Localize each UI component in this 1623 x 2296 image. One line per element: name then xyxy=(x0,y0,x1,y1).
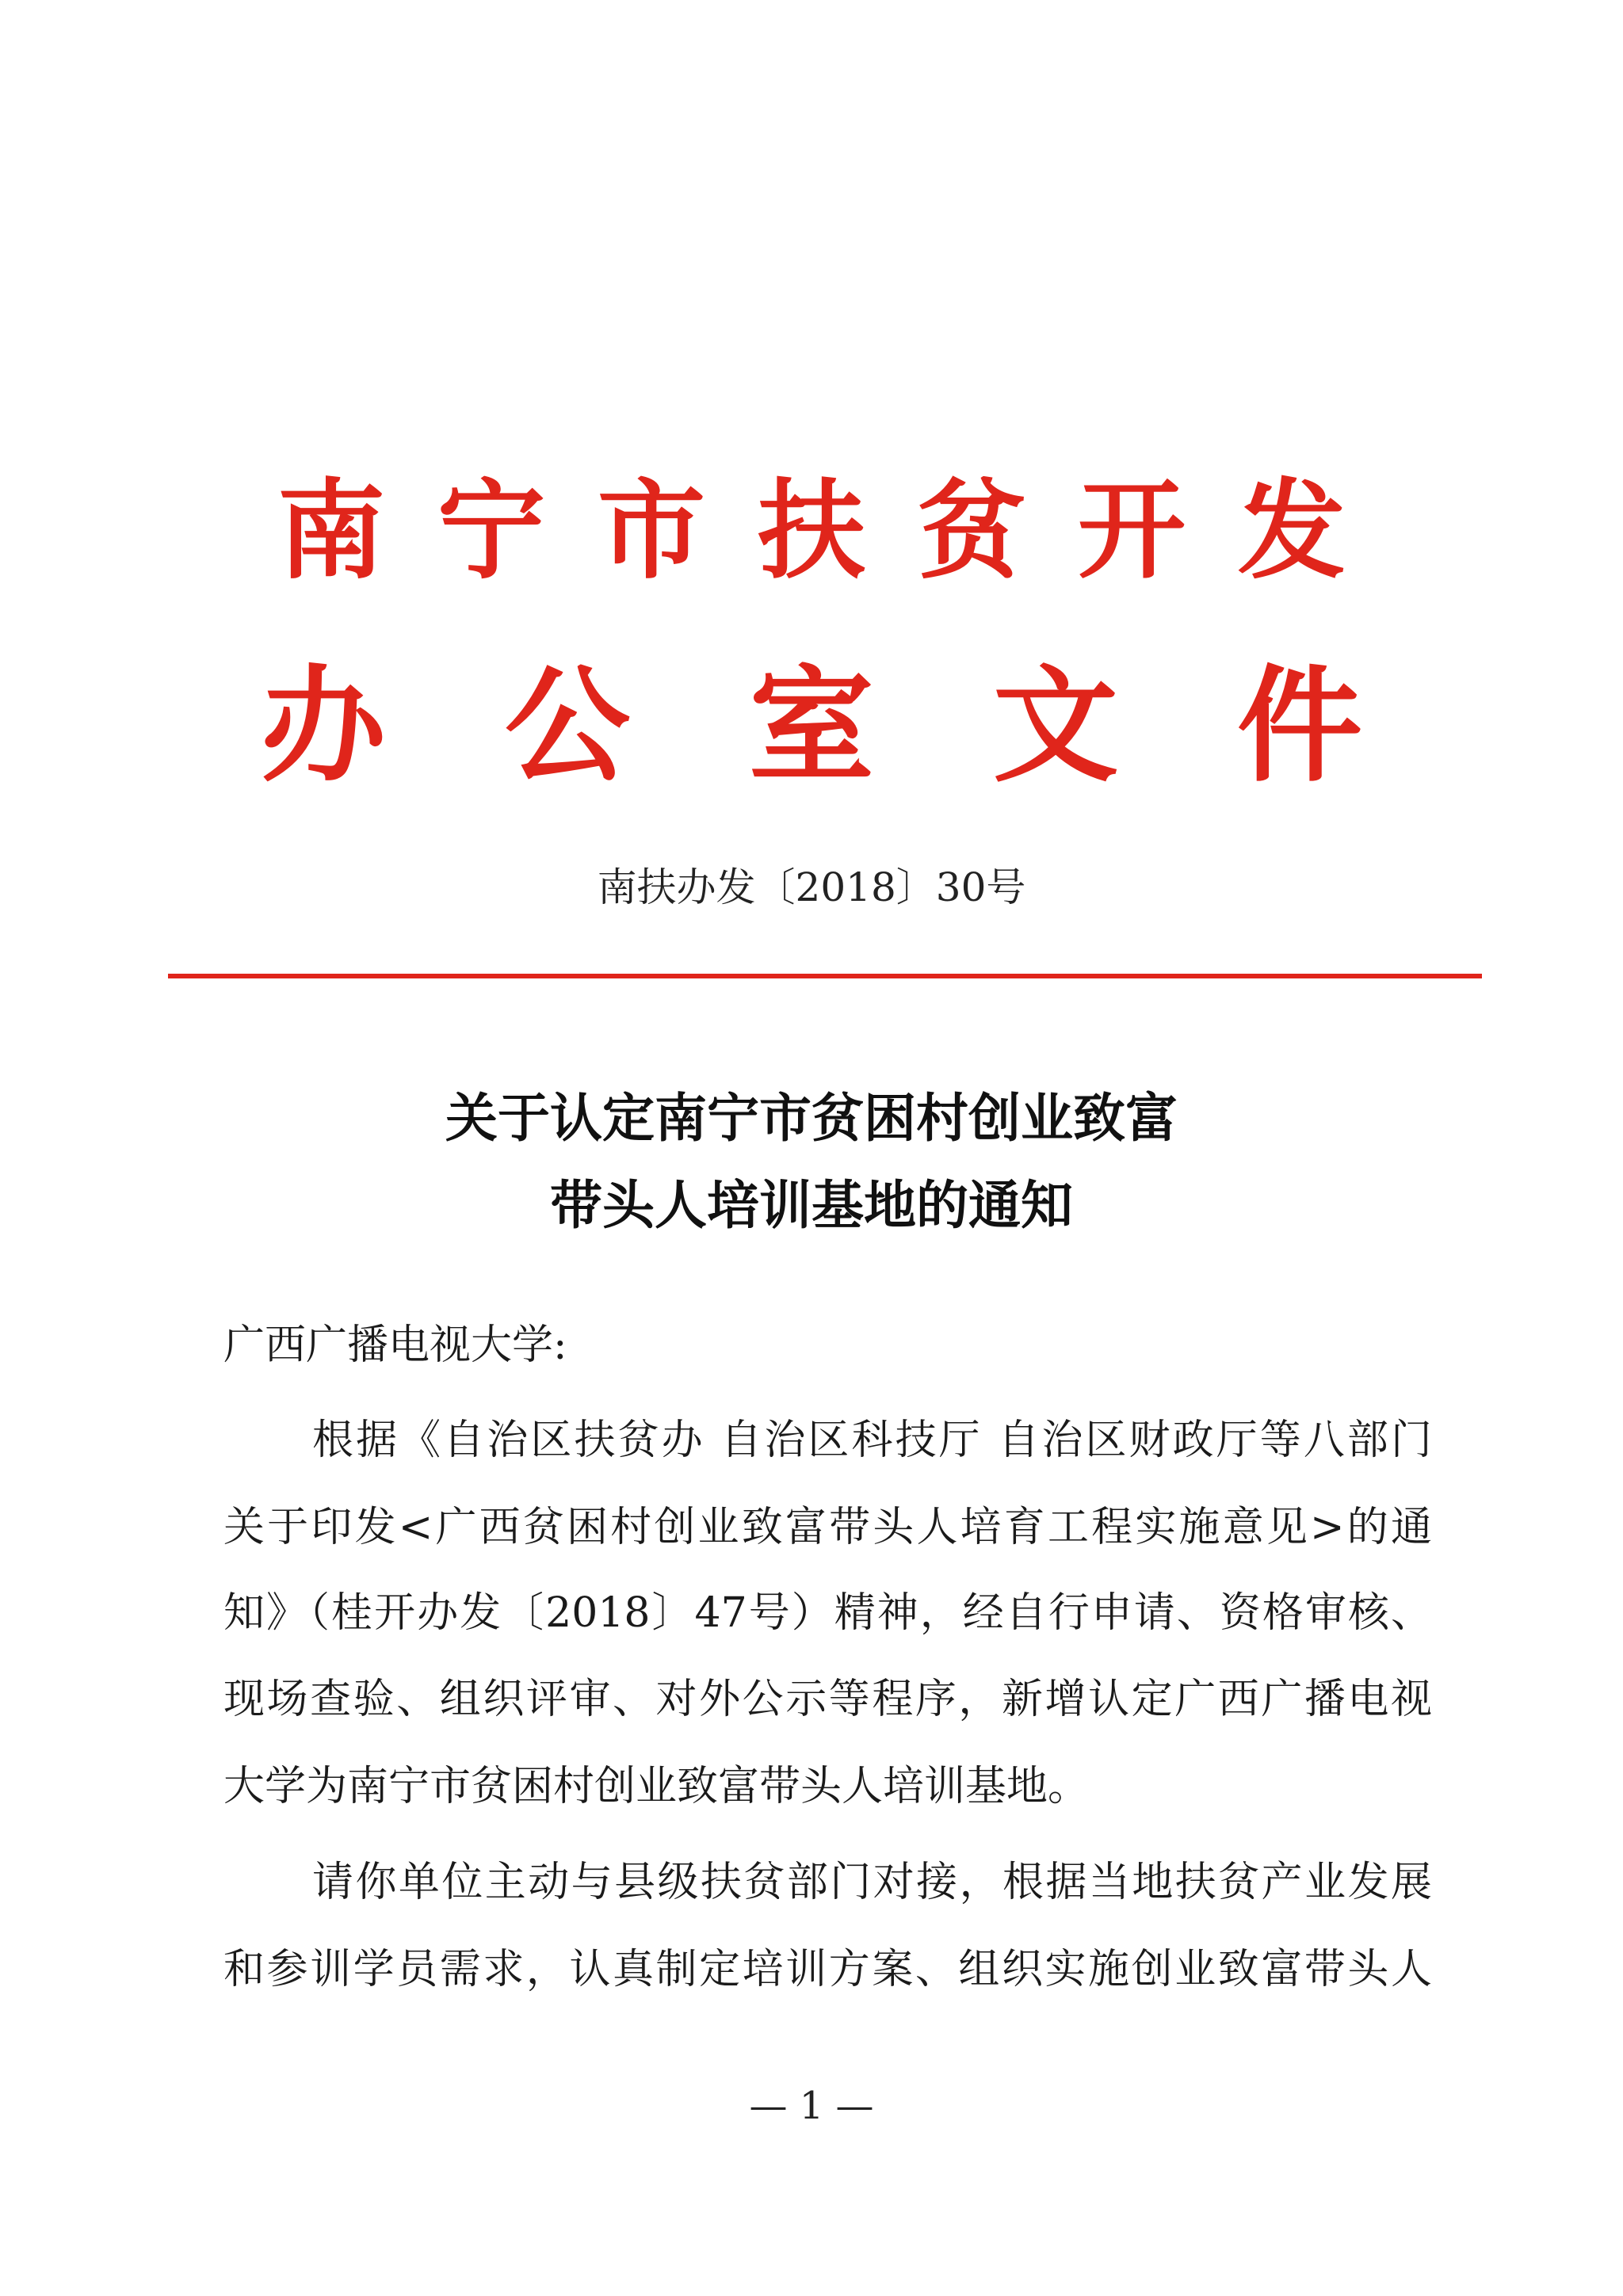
body-line: 现场查验、组织评审、对外公示等程序，新增认定广西广播电视 xyxy=(223,1676,1432,1723)
document-title-line-1: 关于认定南宁市贫困村创业致富 xyxy=(445,1087,1178,1149)
body-line: 请你单位主动与县级扶贫部门对接，根据当地扶贫产业发展 xyxy=(312,1859,1432,1906)
red-separator-rule xyxy=(168,974,1482,978)
document-number: 南扶办发〔2018〕30号 xyxy=(597,864,1026,910)
page-number: — 1 — xyxy=(749,2084,874,2128)
body-line: 关于印发<广西贫困村创业致富带头人培育工程实施意见>的通 xyxy=(223,1504,1432,1551)
body-line: 大学为南宁市贫困村创业致富带头人培训基地。 xyxy=(223,1763,1090,1810)
addressee: 广西广播电视大学: xyxy=(223,1322,567,1369)
body-line: 知》（桂开办发〔2018〕47号）精神，经自行申请、资格审核、 xyxy=(223,1589,1432,1637)
body-line: 根据《自治区扶贫办 自治区科技厅 自治区财政厅等八部门 xyxy=(312,1417,1432,1464)
masthead-doc-type: 办公室文件 xyxy=(261,653,1481,799)
masthead-issuer: 南宁市扶贫开发 xyxy=(277,467,1398,594)
document-title-line-2: 带头人培训基地的通知 xyxy=(550,1174,1073,1236)
body-line: 和参训学员需求，认真制定培训方案、组织实施创业致富带头人 xyxy=(223,1946,1432,1993)
